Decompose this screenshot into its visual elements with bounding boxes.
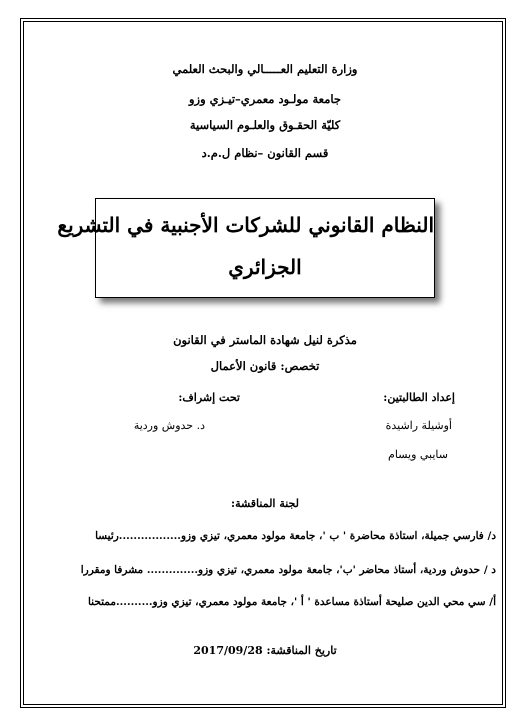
committee-member-1: د/ فارسي جميلة، استاذة محاضرة ' ب '، جامعة مولود معمري، تيزي وزو.................رئيسا — [95, 530, 496, 542]
department-name: قسم القانون –نظام ل.م.د — [201, 146, 329, 160]
student-name-1: أوشيلة راشيدة — [385, 419, 452, 432]
thesis-title-line1: النظام القانوني للشركات الأجنبية في التشريع — [57, 213, 434, 237]
supervisor-name: د. حدوش وردية — [133, 419, 205, 432]
thesis-title-line2: الجزائري — [228, 255, 302, 279]
ministry-name: وزارة التعليم العـــــالي والبحث العلمي — [172, 62, 358, 76]
student-name-2: سايبي ويسام — [388, 448, 448, 461]
committee-label: لجنة المناقشة: — [231, 497, 299, 510]
students-label: إعداد الطالبتين: — [383, 391, 455, 404]
thesis-specialty: تخصص: قانون الأعمال — [210, 359, 320, 373]
title-box — [57, 198, 435, 298]
defense-date: تاريخ المناقشة: 2017/09/28 — [193, 644, 337, 657]
university-name: جامعة مولـود معمري–تيـزي وزو — [188, 92, 342, 106]
faculty-name: كليّة الحقـوق والعلـوم السياسية — [189, 118, 341, 132]
supervisor-label: تحت إشراف: — [178, 391, 240, 404]
committee-member-3: أ/ سي محي الدين صليحة أستاذة مساعدة ' أ '، جامعة مولود معمري، تيزي وزو..........ممتحنا — [87, 596, 496, 608]
committee-member-2: د / حدوش وردية، أستاذ محاضر 'ب'، جامعة مولود معمري، تيزي وزو.............. مشرفا ومقررا — [80, 564, 496, 576]
thesis-purpose: مذكرة لنيل شهادة الماستر في القانون — [173, 333, 357, 347]
